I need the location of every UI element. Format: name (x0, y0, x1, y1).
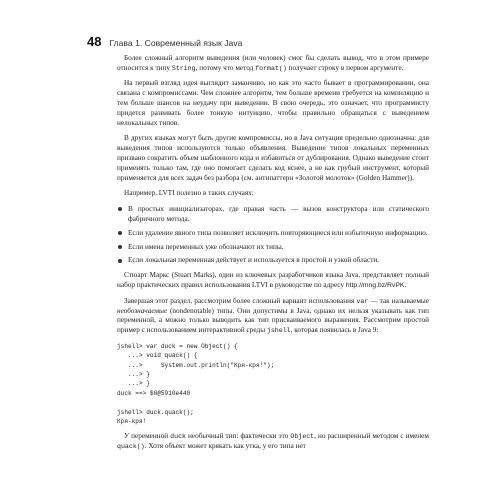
inline-code: var (356, 297, 369, 305)
inline-code: quack() (117, 443, 145, 451)
paragraph-1 (117, 54, 429, 74)
list-item (117, 243, 429, 253)
text-run: получает строку в первом аргументе. (286, 63, 404, 72)
text-run: — так называемые (368, 296, 429, 305)
guide-link[interactable]: http://mng.bz/RvPK (345, 282, 405, 290)
text-run: У переменной (124, 432, 171, 441)
paragraph-3: В других языках могут быть другие компромиссы, но в Java ситуация предельно однозначна: для выведения типов используются только объявления. Выведение типов локальных переменных призвано сократить объем шаблонного кода и избавиться от дублирования. Однако выведение стоит применять только там, где оно помогает сделать код яснее, а не как грубый инструмент, который применяется для всех задач без разбора (см. антипаттерн «Золотой молоток» (Golden Hammer)). (117, 134, 429, 182)
bullet-icon (118, 245, 122, 249)
text-run: , которая появилась в Java 9: (290, 326, 379, 335)
inline-code: jshell (266, 327, 291, 335)
list-item-text: Если удаление явного типа позволяет исключить повторяющиеся или избыточную информацию. (128, 228, 428, 237)
inline-code: format() (255, 64, 287, 72)
text-run: Стюарт Маркс (Stuart Marks), один из ключевых разработчиков языка Java, представляет полный набор практических правил использования LTVI в руководстве по адресу (117, 271, 429, 290)
code-listing: jshell> var duck = new Object() { ...> void quack() { ...> System.out.println("Кря-кря!"); ...> } ...> } duck ==> $0@5910e440 jshell> duck.quack(); Кря-кря! (117, 342, 275, 425)
text-run: Завершая этот раздел, рассмотрим более сложный вариант использования (124, 296, 357, 305)
text-run: Более сложный алгоритм выведения (или человек) смог бы сделать вывод, что в этом примере относится к типу (117, 54, 429, 72)
page-number: 48 (87, 34, 102, 49)
list-item (117, 256, 429, 266)
paragraph-6 (117, 297, 429, 337)
bullet-icon (118, 259, 122, 263)
inline-code: Object (290, 433, 315, 441)
text-run: , но расширенный методом с именем (314, 432, 429, 441)
paragraph-5 (117, 271, 429, 291)
text-run: необычный тип: фактически это (185, 432, 291, 441)
text-run: (nondenotable) типы. Они допустимы в Java, однако их нельзя указывать как тип переменной, а можно только выводить как тип присваиваемого выражения. Рассмотрим простой пример с использованием интерактивной среды (117, 306, 429, 335)
list-item-text: Если имена переменных уже обозначают их типы. (128, 242, 284, 251)
inline-code: String (171, 64, 196, 72)
text-run: , потому что метод (195, 63, 256, 72)
body-text (117, 54, 429, 458)
bullet-icon (118, 231, 122, 235)
emphasis: необозначаемые (117, 306, 168, 315)
list-item (117, 229, 429, 239)
bullet-list (117, 205, 429, 267)
inline-code: duck (170, 433, 186, 441)
paragraph-7 (117, 432, 429, 452)
paragraph-4: Например, LVTI полезно в таких случаях: (124, 189, 254, 198)
running-head (87, 34, 242, 49)
bullet-icon (118, 207, 122, 211)
list-item (117, 205, 429, 225)
paragraph-2: На первый взгляд идея выглядит заманчиво, но как это часто бывает в программировании, она связана с компромиссами. Чем сложнее алгоритм, тем больше времени требуется на компиляцию и тем больше шансов на неудачу при выведении. В свою очередь, это означает, что программисту придется развивать более тонкую интуицию, чтобы правильно обращаться с выведением нелокальных типов. (117, 79, 429, 127)
text-run: . (404, 281, 407, 290)
text-run: . Хотя объект может крякать как утка, у его типа нет (144, 442, 306, 451)
chapter-title: Глава 1. Современный язык Java (109, 38, 243, 48)
list-item-text: В простых инициализаторах, где правая часть — вызов конструктора или статического фабричного метода. (128, 204, 429, 223)
list-item-text: Если локальная переменная действует и используется в простой и узкой области. (128, 256, 380, 265)
